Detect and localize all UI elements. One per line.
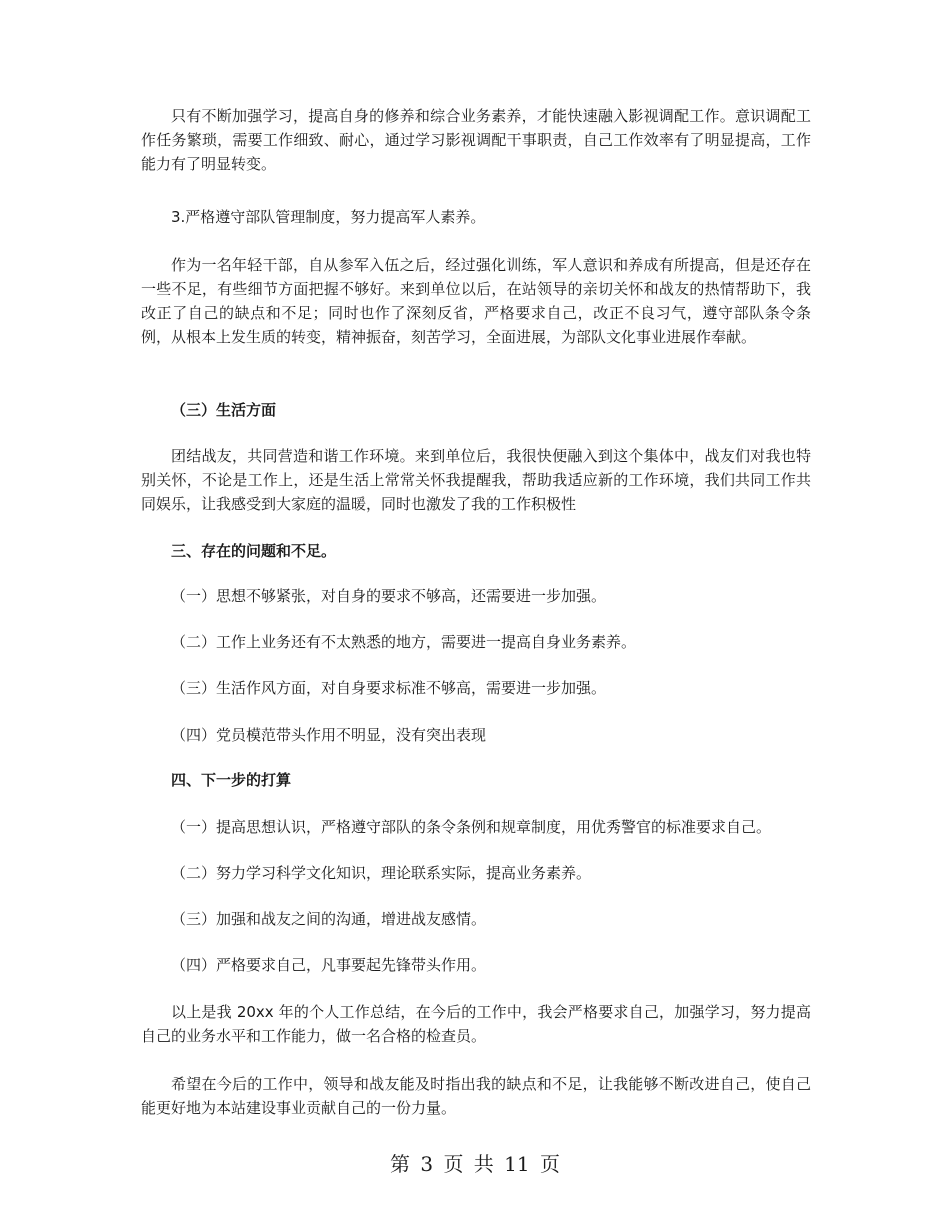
plan-item-4: （四）严格要求自己，凡事要起先锋带头作用。	[171, 956, 487, 974]
page-number-footer: 第 3 页 共 11 页	[390, 1152, 560, 1176]
paragraph-summary: 以上是我 20xx 年的个人工作总结，在今后的工作中，我会严格要求自己，加强学习，努力提高自己的业务水平和工作能力，做一名合格的检查员。	[141, 1003, 811, 1045]
problem-item-4: （四）党员模范带头作用不明显，没有突出表现	[171, 726, 487, 744]
problem-item-1: （一）思想不够紧张，对自身的要求不够高，还需要进一步加强。	[171, 587, 607, 605]
heading-problems: 三、存在的问题和不足。	[171, 542, 337, 560]
plan-item-3: （三）加强和战友之间的沟通，增进战友感情。	[171, 910, 487, 928]
subheading-discipline: 3.严格遵守部队管理制度，努力提高军人素养。	[171, 208, 486, 226]
problem-item-2: （二）工作上业务还有不太熟悉的地方，需要进一提高自身业务素养。	[171, 633, 637, 651]
heading-next-steps: 四、下一步的打算	[171, 771, 292, 789]
problem-item-3: （三）生活作风方面，对自身要求标准不够高，需要进一步加强。	[171, 679, 607, 697]
paragraph-study: 只有不断加强学习，提高自身的修养和综合业务素养，才能快速融入影视调配工作。意识调配工作任务繁琐，需要工作细致、耐心，通过学习影视调配干事职责，自己工作效率有了明显提高，工作能力有了明显转变。	[141, 107, 811, 173]
paragraph-hope: 希望在今后的工作中，领导和战友能及时指出我的缺点和不足，让我能够不断改进自己，使自己能更好地为本站建设事业贡献自己的一份力量。	[141, 1075, 811, 1117]
paragraph-young-cadre: 作为一名年轻干部，自从参军入伍之后，经过强化训练，军人意识和养成有所提高，但是还存在一些不足，有些细节方面把握不够好。来到单位以后，在站领导的亲切关怀和战友的热情帮助下，我改正了自己的缺点和不足；同时也作了深刻反省，严格要求自己，改正不良习气，遵守部队条令条例，从根本上发生质的转变，精神振奋，刻苦学习，全面进展，为部队文化事业进展作奉献。	[141, 256, 811, 346]
heading-life: （三）生活方面	[171, 401, 277, 419]
plan-item-2: （二）努力学习科学文化知识，理论联系实际，提高业务素养。	[171, 864, 592, 882]
paragraph-unity: 团结战友，共同营造和谐工作环境。来到单位后，我很快便融入到这个集体中，战友们对我也特别关怀，不论是工作上，还是生活上常常关怀我提醒我，帮助我适应新的工作环境，我们共同工作共同娱乐，让我感受到大家庭的温暖，同时也激发了我的工作积极性	[141, 447, 811, 513]
plan-item-1: （一）提高思想认识，严格遵守部队的条令条例和规章制度，用优秀警官的标准要求自己。	[171, 818, 772, 836]
